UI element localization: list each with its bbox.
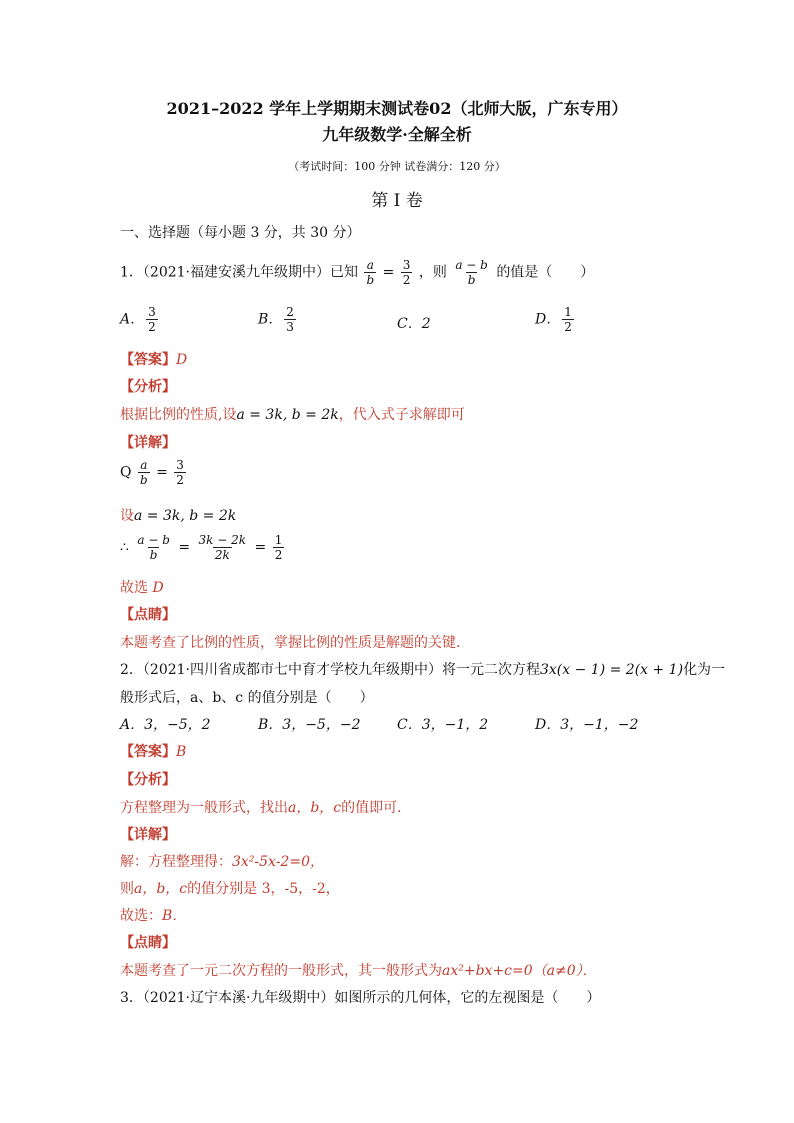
option-c: C．3，−1，2 [397, 717, 489, 733]
comment-text: 本题考查了一元二次方程的一般形式，其一般形式为ax²+bx+c=0（a≠0）． [120, 963, 597, 979]
option-c: C．2 [397, 316, 431, 332]
analysis-tag: 【分析】 [120, 772, 176, 788]
analysis-text: 根据比例的性质,设a = 3k, b = 2k，代入式子求解即可 [120, 407, 465, 423]
question-text: ，则 [418, 264, 447, 281]
choose-line: 故选：B． [120, 908, 187, 924]
answer-tag: 【答案】 [120, 352, 176, 368]
question-2-stem-line2: 般形式后，a、b、c 的值分别是（ ） [120, 690, 374, 706]
document-title: 2021–2022 学年上学期期末测试卷02（北师大版，广东专用） [166, 99, 628, 118]
analysis-tag: 【分析】 [120, 379, 176, 395]
answer-line [120, 349, 187, 369]
option-d: D．3，−1，−2 [535, 717, 639, 733]
fraction-expression: $\frac{a - b}{b}$ [455, 258, 488, 287]
fraction-3-over-2: $\frac{3}{2}$ [402, 258, 411, 287]
option-a: A．3，−5，2 [120, 717, 211, 733]
detail-step-2: 则a，b，c的值分别是 3，-5，-2， [120, 881, 340, 897]
option-b: B．3，−5，−2 [258, 717, 361, 733]
comment-tag: 【点睛】 [120, 607, 176, 623]
detail-step-3: ∴ $\frac{a - b}{b}$ = $\frac{3k - 2k}{2k}$ = $\frac{1}{2}$ [120, 533, 283, 562]
comment-tag: 【点睛】 [120, 935, 176, 951]
answer-value: D [176, 352, 188, 368]
detail-tag: 【详解】 [120, 827, 176, 843]
choose-line: 故选 D [120, 580, 164, 596]
option-d: D． $\frac{1}{2}$ [535, 305, 572, 334]
option-b: B． $\frac{2}{3}$ [258, 305, 294, 334]
section-heading: 一、选择题（每小题 3 分，共 30 分） [120, 225, 361, 241]
analysis-text: 方程整理为一般形式，找出a，b，c的值即可． [120, 800, 412, 816]
comment-text: 本题考查了比例的性质，掌握比例的性质是解题的关键． [120, 635, 470, 651]
question-text: 的值是（ ） [496, 264, 595, 281]
detail-tag: 【详解】 [120, 435, 176, 451]
question-1-stem [120, 258, 594, 287]
document-subtitle: 九年级数学·全解全析 [322, 125, 472, 144]
question-text: 1．（2021·福建安溪九年级期中）已知 [120, 264, 358, 281]
detail-step-2: 设a = 3k, b = 2k [120, 508, 237, 524]
detail-step-1: 解：方程整理得：3x²-5x-2=0， [120, 854, 324, 870]
fraction-a-over-b: $\frac{a}{b}$ [366, 258, 375, 287]
volume-label: 第 I 卷 [371, 191, 423, 211]
question-3-stem: 3．（2021·辽宁本溪·九年级期中）如图所示的几何体，它的左视图是（ ） [120, 990, 601, 1006]
exam-info: （考试时间：100 分钟 试卷满分：120 分） [288, 160, 506, 173]
answer-line: 【答案】B [120, 744, 187, 760]
equals-sign: = [382, 264, 395, 281]
question-2-stem-line1: 2．（2021·四川省成都市七中育才学校九年级期中）将一元二次方程3x(x − 1) = 2(x + 1)化为一 [120, 662, 726, 678]
detail-step-1: Q $\frac{a}{b}$ = $\frac{3}{2}$ [120, 458, 184, 487]
option-a: A． $\frac{3}{2}$ [120, 305, 156, 334]
